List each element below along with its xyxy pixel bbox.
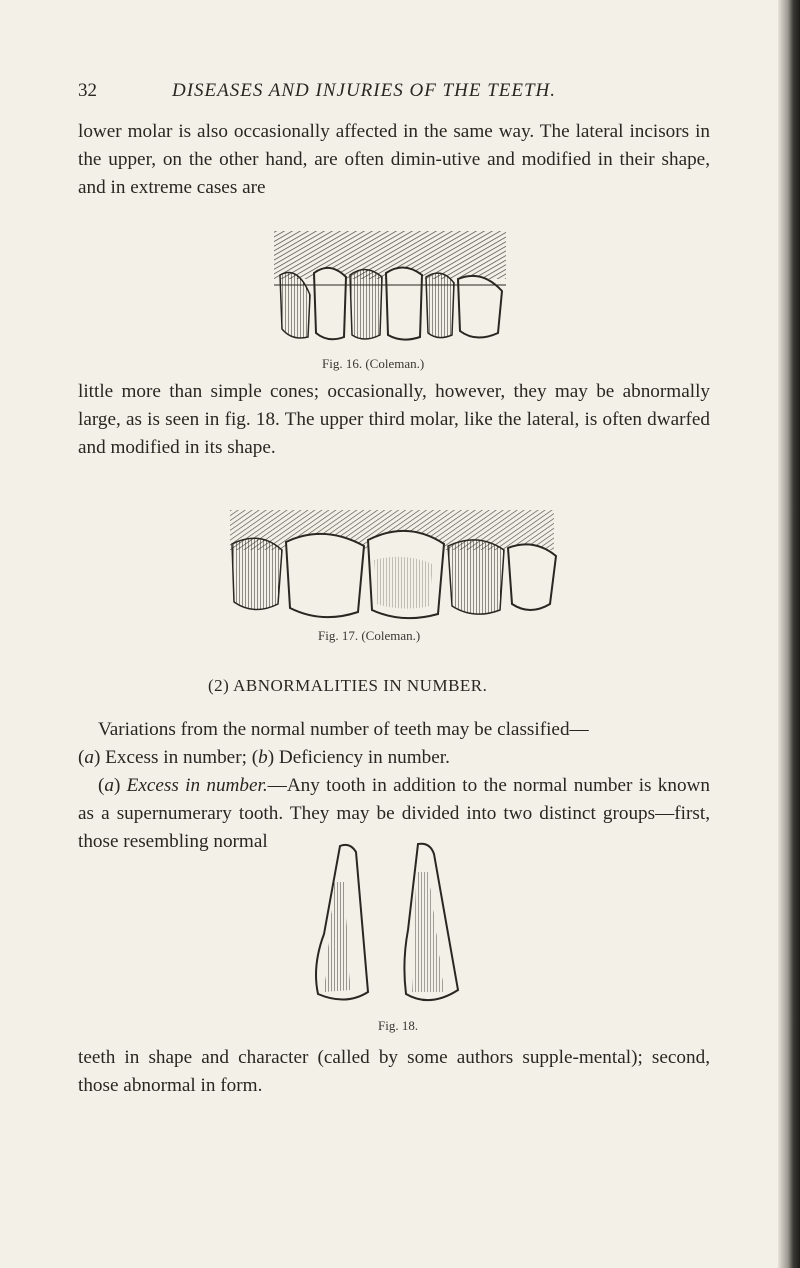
paragraph-2: little more than simple cones; occasionally, however, they may be abnormally large, as is seen in fig. 18. The upper third molar, like the lateral, is often dwarfed and modified in its shape. — [78, 381, 710, 458]
paragraph-6: teeth in shape and character (called by some authors supple-mental); second, those abnormal in form. — [78, 1047, 710, 1096]
figure-16-caption: Fig. 16. (Coleman.) — [322, 356, 425, 371]
page-number: 32 — [78, 80, 97, 101]
label-a: a — [84, 747, 94, 768]
paragraph-5: (a) Excess in number.—Any tooth in addition to the normal number is known as a supernumerary tooth. They may be divided into two distinct groups—first, those resembling normal — [78, 775, 710, 852]
figure-18-caption: Fig. 18. — [378, 1018, 419, 1033]
deficiency-text: Deficiency in number. — [274, 747, 450, 768]
label-a-2: a — [104, 775, 114, 796]
figure-17-illustration — [224, 500, 560, 624]
italic-lead: Excess in number. — [126, 775, 268, 796]
paragraph-3: Variations from the normal number of teeth may be classified— — [98, 719, 589, 740]
paragraph-1: lower molar is also occasionally affected in the same way. The lateral incisors in the upper, on the other hand, are often dimin-utive and modified in their shape, and in extreme cases are — [78, 121, 710, 198]
excess-text: Excess in number; — [100, 747, 252, 768]
paragraph-4: (a) Excess in number; (b) Deficiency in number. — [78, 747, 450, 768]
section-heading: (2) ABNORMALITIES IN NUMBER. — [208, 676, 488, 695]
page-edge-shadow — [778, 0, 800, 1268]
figure-18-illustration — [310, 842, 470, 1006]
paragraph-5-text: —Any tooth in addition to the normal number is known as a supernumerary tooth. They may be divided into two distinct groups—first, those resembling normal — [78, 775, 710, 852]
figure-17-caption: Fig. 17. (Coleman.) — [318, 628, 421, 643]
label-b: b — [258, 747, 268, 768]
page-header — [78, 80, 718, 104]
running-title: DISEASES AND INJURIES OF THE TEETH. — [172, 80, 557, 101]
figure-16-illustration — [270, 225, 510, 343]
